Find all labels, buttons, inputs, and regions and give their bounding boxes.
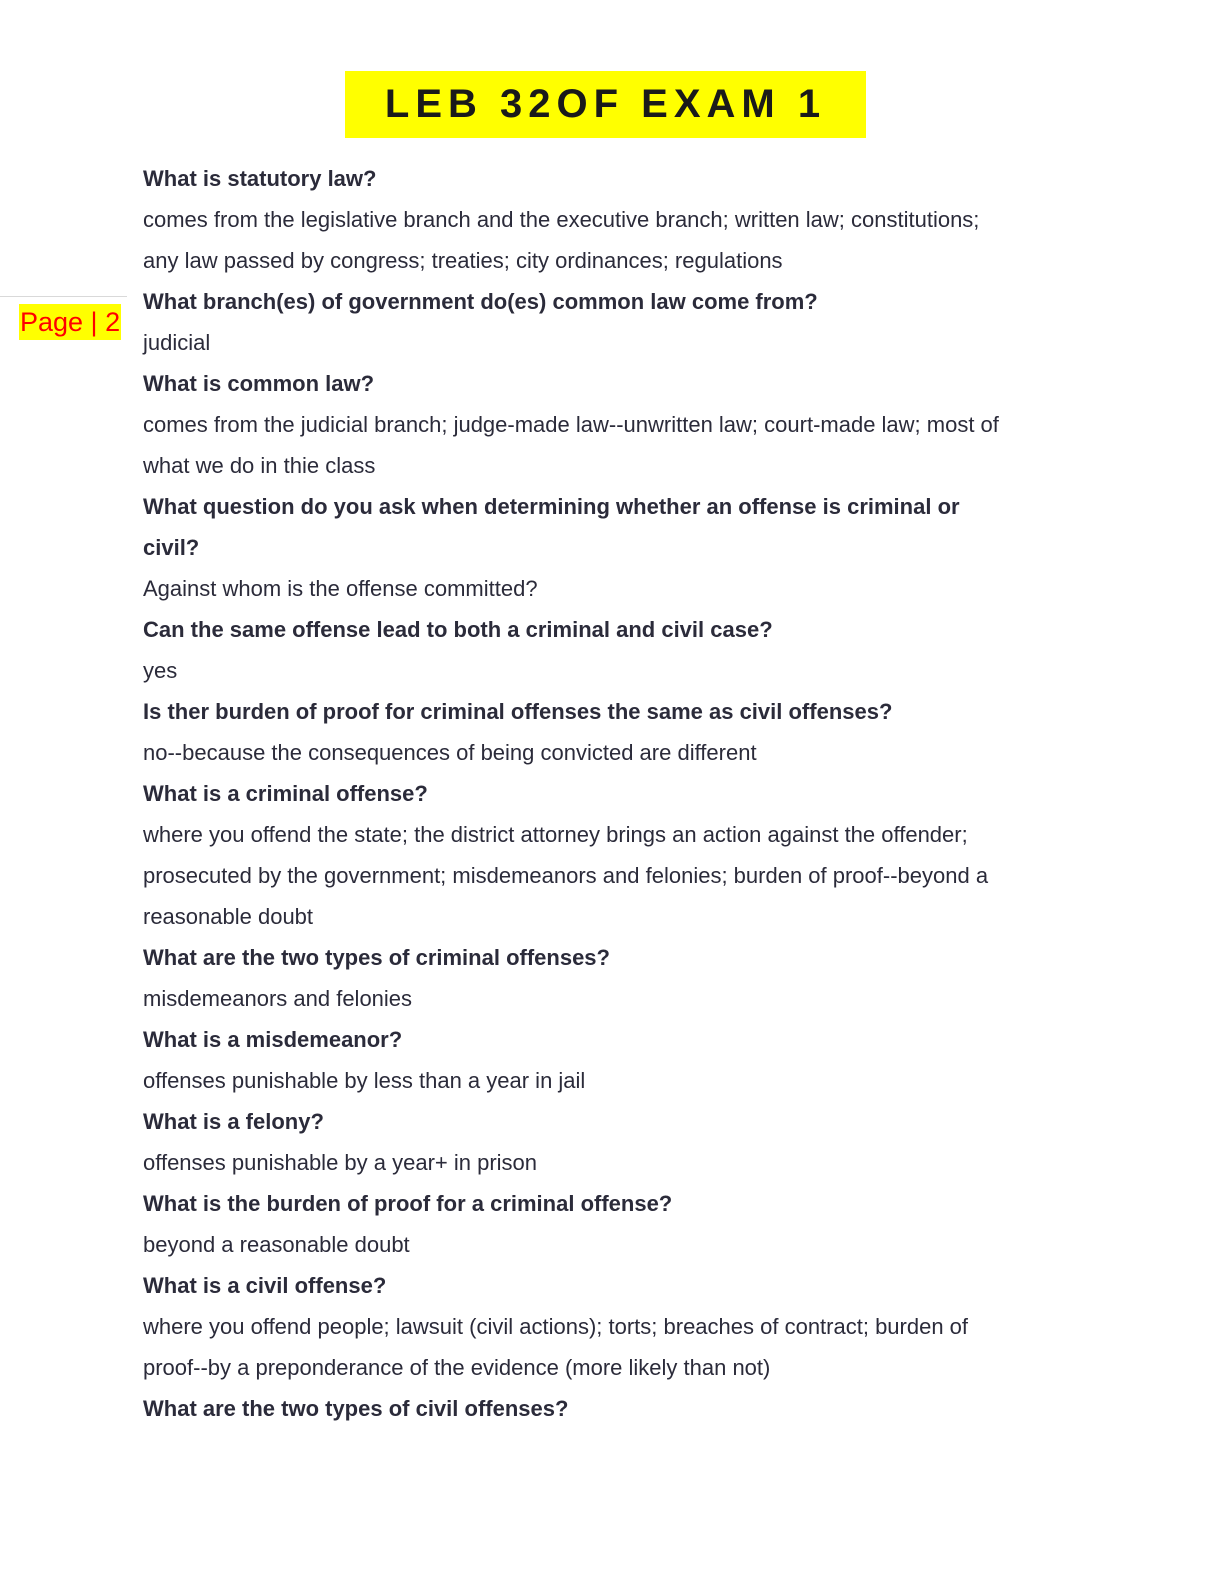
question-line: What is a felony? bbox=[143, 1109, 324, 1134]
answer-line: reasonable doubt bbox=[143, 904, 314, 929]
question-line: Can the same offense lead to both a criminal and civil case? bbox=[143, 617, 773, 642]
title-highlight bbox=[345, 71, 866, 138]
question-line: What branch(es) of government do(es) common law come from? bbox=[143, 289, 818, 314]
answer-line: proof--by a preponderance of the evidence (more likely than not) bbox=[143, 1355, 771, 1380]
qa-content bbox=[143, 158, 1083, 1429]
question-line: What is a criminal offense? bbox=[143, 781, 428, 806]
answer-line: where you offend people; lawsuit (civil actions); torts; breaches of contract; burden of bbox=[143, 1314, 969, 1339]
answer-line: misdemeanors and felonies bbox=[143, 986, 413, 1011]
answer-line: comes from the judicial branch; judge-made law--unwritten law; court-made law; most of bbox=[143, 412, 999, 437]
document-title: LEB 32OF EXAM 1 bbox=[384, 82, 827, 126]
answer-line: what we do in thie class bbox=[143, 453, 376, 478]
question-line: What is a misdemeanor? bbox=[143, 1027, 403, 1052]
question-line: Is ther burden of proof for criminal offenses the same as civil offenses? bbox=[143, 699, 893, 724]
answer-line: where you offend the state; the district attorney brings an action against the offender; bbox=[143, 822, 968, 847]
question-line: What question do you ask when determining whether an offense is criminal or bbox=[143, 494, 960, 519]
question-line: What are the two types of civil offenses? bbox=[143, 1396, 569, 1421]
question-line: What is statutory law? bbox=[143, 166, 377, 191]
answer-line: offenses punishable by less than a year in jail bbox=[143, 1068, 586, 1093]
answer-line: no--because the consequences of being convicted are different bbox=[143, 740, 757, 765]
answer-line: judicial bbox=[143, 330, 211, 355]
answer-line: offenses punishable by a year+ in prison bbox=[143, 1150, 538, 1175]
question-line: What is the burden of proof for a criminal offense? bbox=[143, 1191, 673, 1216]
question-line: civil? bbox=[143, 535, 200, 560]
margin-divider bbox=[0, 296, 127, 297]
answer-line: Against whom is the offense committed? bbox=[143, 576, 538, 601]
answer-line: comes from the legislative branch and the executive branch; written law; constitutions; bbox=[143, 207, 980, 232]
question-line: What is a civil offense? bbox=[143, 1273, 387, 1298]
answer-line: any law passed by congress; treaties; city ordinances; regulations bbox=[143, 248, 783, 273]
question-line: What is common law? bbox=[143, 371, 375, 396]
answer-line: prosecuted by the government; misdemeanors and felonies; burden of proof--beyond a bbox=[143, 863, 989, 888]
page-number-label: Page | 2 bbox=[19, 304, 121, 340]
question-line: What are the two types of criminal offenses? bbox=[143, 945, 610, 970]
answer-line: yes bbox=[143, 658, 178, 683]
answer-line: beyond a reasonable doubt bbox=[143, 1232, 410, 1257]
